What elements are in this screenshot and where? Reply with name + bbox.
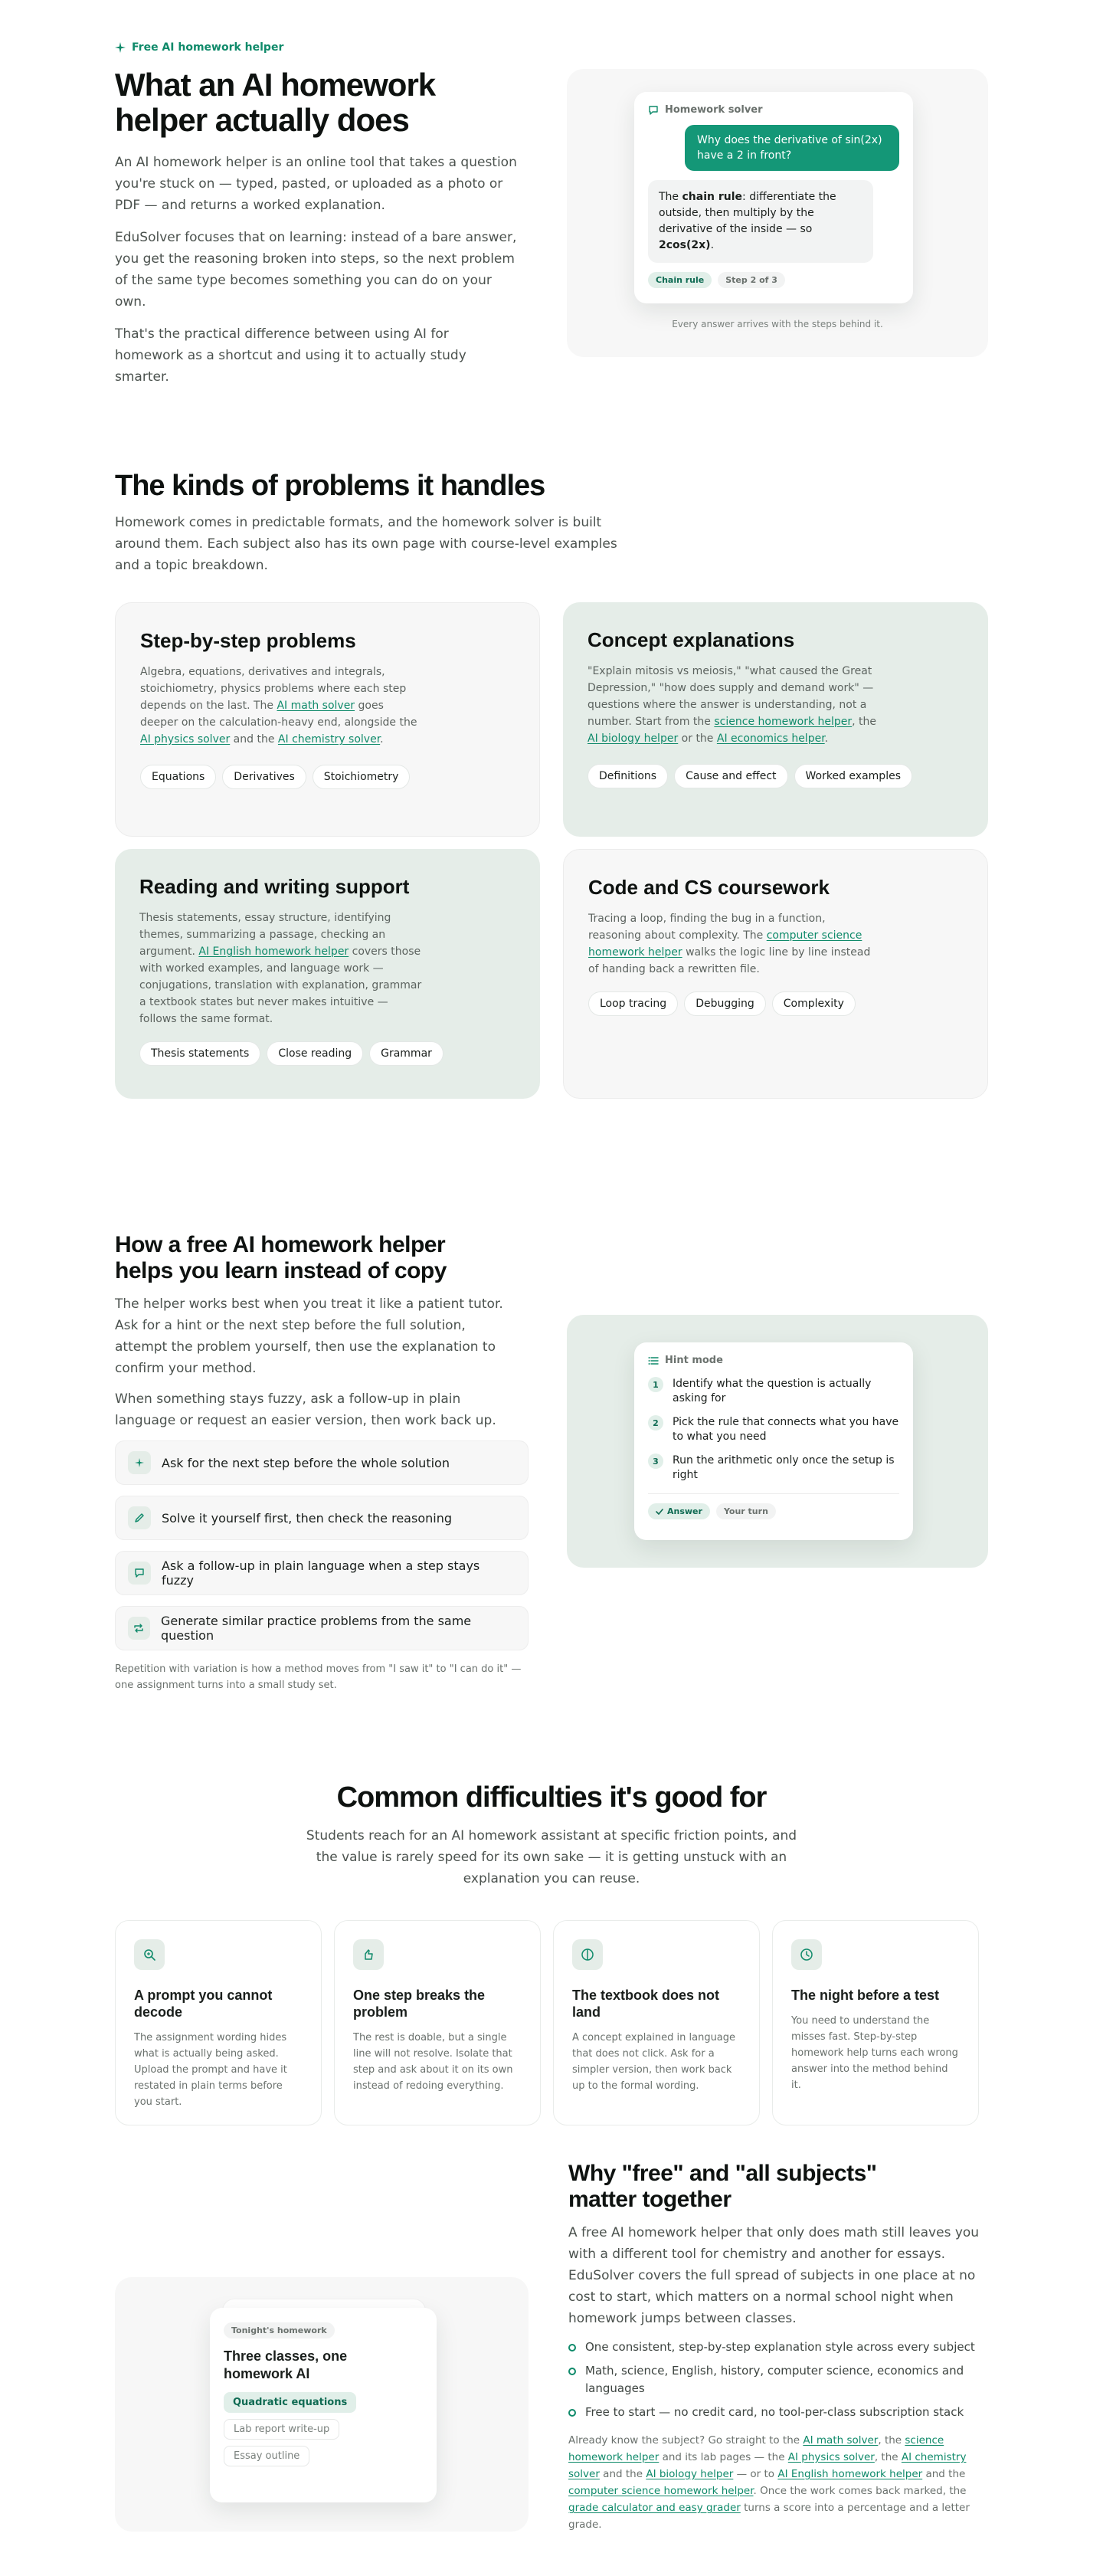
- learn-paragraph-2: When something stays fuzzy, ask a follow-up in plain language or request an easier version, then work back up.: [115, 1391, 496, 1428]
- hero-section: [0, 0, 1103, 429]
- link-ai-physics-solver[interactable]: AI physics solver: [140, 733, 231, 746]
- kind-card-code-cs: [563, 849, 988, 1099]
- chain-rule-tag[interactable]: Chain rule: [648, 272, 712, 288]
- sparkle-icon: [128, 1451, 151, 1474]
- difficulty-card: [772, 1920, 979, 2125]
- link-ai-biology-helper[interactable]: AI biology helper: [646, 2468, 734, 2480]
- hero-paragraph-2: EduSolver focuses that on learning: instead of a bare answer, you get the reasoning broken into steps, so the next problem of the same type becomes something you can do on your own.: [115, 230, 517, 310]
- learn-title: How a free AI homework helper helps you learn instead of copy: [115, 1232, 447, 1283]
- bullet-ring-icon: [568, 2368, 576, 2375]
- free-bullet: One consistent, step-by-step explanation style across every subject: [568, 2338, 988, 2356]
- free-section: [0, 2118, 1103, 2576]
- link-science-homework-helper[interactable]: science homework helper: [568, 2434, 944, 2463]
- difficulty-text: The rest is doable, but a single line will not resolve. Isolate that step and ask about it on its own instead of redoing everything.: [353, 2032, 513, 2092]
- hero-demo-panel: [567, 69, 988, 357]
- topic-pill[interactable]: Cause and effect: [674, 764, 787, 788]
- demo-caption: Every answer arrives with the steps behind it.: [672, 319, 883, 329]
- link-computer-science-homework-helper[interactable]: computer science homework helper: [568, 2485, 754, 2497]
- homework-item-active[interactable]: Quadratic equations: [224, 2392, 356, 2413]
- topic-pill[interactable]: Derivatives: [222, 765, 306, 789]
- difficulty-text: A concept explained in language that does not click. Ask for a simpler version, then work back up to the formal wording.: [572, 2032, 736, 2092]
- topic-pill[interactable]: Stoichiometry: [313, 765, 411, 789]
- difficulties-title: Common difficulties it's good for: [336, 1781, 767, 1814]
- difficulty-title: One step breaks the problem: [353, 1988, 486, 2020]
- link-ai-math-solver[interactable]: AI math solver: [803, 2434, 879, 2447]
- kind-card-title: Step-by-step problems: [140, 629, 356, 652]
- topic-pill[interactable]: Close reading: [267, 1041, 363, 1066]
- question-bubble: Why does the derivative of sin(2x) have a 2 in front?: [685, 125, 899, 171]
- step-number-badge: 2: [648, 1415, 663, 1431]
- kind-card-text: Tracing a loop, finding the bug in a function, reasoning about complexity. The computer science homework helper walks the logic line by line instead of handing back a rewritten file.: [588, 913, 871, 975]
- bullet-ring-icon: [568, 2344, 576, 2352]
- hint-mode-panel: [567, 1315, 988, 1568]
- difficulty-card: [553, 1920, 760, 2125]
- your-turn-toggle[interactable]: Your turn: [716, 1503, 776, 1519]
- tonight-card: [210, 2308, 437, 2502]
- hero-title-line2: helper actually does: [115, 102, 409, 138]
- topic-pill[interactable]: Equations: [140, 765, 216, 789]
- tip-item[interactable]: Ask for the next step before the whole solution: [115, 1440, 529, 1485]
- topic-pill[interactable]: Worked examples: [794, 764, 912, 788]
- kind-card-concepts: [563, 602, 988, 837]
- difficulty-text: The assignment wording hides what is actually being asked. Upload the prompt and have it restated in plain terms before you start.: [134, 2032, 287, 2108]
- difficulty-card: [334, 1920, 541, 2125]
- tonight-title: Three classes, one homework AI: [224, 2348, 348, 2381]
- difficulty-title: The textbook does not land: [572, 1988, 720, 2020]
- difficulty-card: [115, 1920, 322, 2125]
- difficulties-section: [0, 1738, 1103, 2118]
- hint-step: 2 Pick the rule that connects what you have to what you need: [648, 1415, 899, 1444]
- link-science-homework-helper[interactable]: science homework helper: [714, 716, 853, 728]
- answer-toggle[interactable]: Answer: [648, 1503, 710, 1519]
- step-number-badge: 3: [648, 1454, 663, 1469]
- chat-icon: [648, 105, 659, 116]
- free-bullets: [568, 2338, 988, 2421]
- kinds-grid: [115, 602, 988, 1099]
- hero-eyebrow: [115, 41, 988, 54]
- tip-item[interactable]: Generate similar practice problems from the same question: [115, 1606, 529, 1650]
- hint-mode-title: Hint mode: [665, 1355, 723, 1366]
- difficulty-title: The night before a test: [791, 1988, 940, 2003]
- link-grade-calculator[interactable]: grade calculator and easy grader: [568, 2502, 741, 2514]
- hint-step: 1 Identify what the question is actually asking for: [648, 1377, 899, 1406]
- tip-item[interactable]: Solve it yourself first, then check the reasoning: [115, 1496, 529, 1540]
- kind-card-reading-writing: [115, 849, 540, 1099]
- homework-item[interactable]: Essay outline: [224, 2446, 309, 2466]
- learn-section: [0, 1169, 1103, 1738]
- kind-card-step-by-step: [115, 602, 540, 837]
- link-ai-chemistry-solver[interactable]: AI chemistry solver: [568, 2451, 967, 2480]
- kind-card-title: Code and CS coursework: [588, 876, 830, 899]
- topic-pill[interactable]: Thesis statements: [139, 1041, 260, 1066]
- link-ai-economics-helper[interactable]: AI economics helper: [716, 732, 825, 745]
- difficulty-text: You need to understand the misses fast. Step-by-step homework help turns each wrong answer into the method behind it.: [791, 2015, 958, 2091]
- topic-pill[interactable]: Loop tracing: [588, 991, 678, 1016]
- difficulty-title: A prompt you cannot decode: [134, 1988, 273, 2020]
- book-icon: [572, 1939, 603, 1970]
- difficulties-intro: Students reach for an AI homework assistant at specific friction points, and the value is rarely speed for its own sake — it is getting unstuck with an explanation you can reuse.: [306, 1828, 797, 1886]
- topic-pill[interactable]: Grammar: [369, 1041, 443, 1066]
- hero-paragraph-3: That's the practical difference between using AI for homework as a shortcut and using it to actually study smarter.: [115, 326, 466, 385]
- list-icon: [648, 1355, 659, 1366]
- hero-title: [115, 67, 544, 138]
- answer-bubble: The chain rule: differentiate the outside, then multiply by the derivative of the inside — so 2cos(2x).: [648, 180, 873, 263]
- link-ai-biology-helper[interactable]: AI biology helper: [588, 732, 679, 745]
- learn-tips-list: [115, 1440, 529, 1650]
- hint-mode-card: [634, 1342, 913, 1540]
- link-ai-english-homework-helper[interactable]: AI English homework helper: [777, 2468, 923, 2480]
- free-title: Why "free" and "all subjects" matter together: [568, 2161, 877, 2212]
- link-ai-math-solver[interactable]: AI math solver: [277, 700, 355, 712]
- tonight-panel: [115, 2277, 529, 2532]
- kind-card-text: "Explain mitosis vs meiosis," "what caused the Great Depression," "how does supply and demand work" — questions where the answer is understanding, not a number. Start from the science homework helper, the AI biology helper or the AI economics helper.: [588, 665, 877, 745]
- link-ai-english-homework-helper[interactable]: AI English homework helper: [198, 946, 349, 958]
- tonight-chip: Tonight's homework: [224, 2322, 335, 2338]
- kind-card-text: Algebra, equations, derivatives and integrals, stoichiometry, physics problems where each step depends on the last. The AI math solver goes deeper on the calculation-heavy end, alongside the AI physics solver and the AI chemistry solver.: [140, 666, 417, 746]
- difficulties-grid: [115, 1920, 988, 2125]
- bullet-ring-icon: [568, 2409, 576, 2417]
- kinds-intro: Homework comes in predictable formats, and the homework solver is built around them. Each subject also has its own page with course-level examples and a topic breakdown.: [115, 515, 617, 573]
- hand-icon: [353, 1939, 384, 1970]
- chat-icon: [128, 1562, 151, 1585]
- solver-card-header: [648, 104, 899, 116]
- pencil-icon: [128, 1506, 151, 1529]
- step-number-badge: 1: [648, 1377, 663, 1392]
- kind-card-title: Concept explanations: [588, 628, 795, 651]
- hero-title-line1: What an AI homework: [115, 67, 436, 103]
- link-computer-science-homework-helper[interactable]: computer science homework helper: [588, 929, 862, 959]
- free-outro: Already know the subject? Go straight to the AI math solver, the science homework helper and its lab pages — the AI physics solver, the AI chemistry solver and the AI biology helper — or to AI English homework helper and the computer science homework helper. Once the work comes back marked, the grade calculator and easy grader turns a score into a percentage and a letter grade.: [568, 2434, 970, 2531]
- free-bullet: Free to start — no credit card, no tool-per-class subscription stack: [568, 2404, 988, 2421]
- learn-note: Repetition with variation is how a method moves from "I saw it" to "I can do it" — one assignment turns into a small study set.: [115, 1663, 522, 1691]
- check-icon: [656, 1508, 663, 1516]
- kinds-title: The kinds of problems it handles: [115, 470, 545, 502]
- learn-paragraph-1: The helper works best when you treat it like a patient tutor. Ask for a hint or the next step before the full solution, attempt the problem yourself, then use the explanation to confirm your method.: [115, 1296, 503, 1376]
- link-ai-physics-solver[interactable]: AI physics solver: [787, 2451, 875, 2463]
- clock-icon: [791, 1939, 822, 1970]
- topic-pill[interactable]: Complexity: [772, 991, 856, 1016]
- repeat-icon: [128, 1617, 150, 1640]
- tip-item[interactable]: Ask a follow-up in plain language when a step stays fuzzy: [115, 1551, 529, 1595]
- link-ai-chemistry-solver[interactable]: AI chemistry solver: [277, 733, 381, 746]
- solver-card: [634, 92, 913, 303]
- kinds-section: [0, 429, 1103, 1169]
- search-icon: [134, 1939, 165, 1970]
- kind-card-text: Thesis statements, essay structure, identifying themes, summarizing a passage, checking an argument. AI English homework helper covers those with worked examples, and language work — conjugations, translation with explanation, grammar a textbook states but never makes intuitive — follows the same format.: [139, 912, 422, 1025]
- hero-paragraph-1: An AI homework helper is an online tool that takes a question you're stuck on — typed, pasted, or uploaded as a photo or PDF — and returns a worked explanation.: [115, 155, 517, 213]
- free-copy: [568, 2161, 988, 2533]
- sparkle-icon: [115, 42, 126, 53]
- free-bullet: Math, science, English, history, computer science, economics and languages: [568, 2362, 988, 2397]
- solver-card-title: Homework solver: [665, 104, 763, 116]
- eyebrow-label: Free AI homework helper: [132, 41, 284, 54]
- step-progress-tag: Step 2 of 3: [718, 272, 785, 288]
- homework-item[interactable]: Lab report write-up: [224, 2419, 339, 2440]
- topic-pill[interactable]: Definitions: [588, 764, 668, 788]
- kind-card-title: Reading and writing support: [139, 875, 410, 898]
- hint-step: 3 Run the arithmetic only once the setup is right: [648, 1454, 899, 1483]
- free-paragraph: A free AI homework helper that only does math still leaves you with a different tool for chemistry and another for essays. EduSolver covers the full spread of subjects in one place at no cost to start, which matters on a normal school night when homework jumps between classes.: [568, 2225, 980, 2326]
- topic-pill[interactable]: Debugging: [684, 991, 766, 1016]
